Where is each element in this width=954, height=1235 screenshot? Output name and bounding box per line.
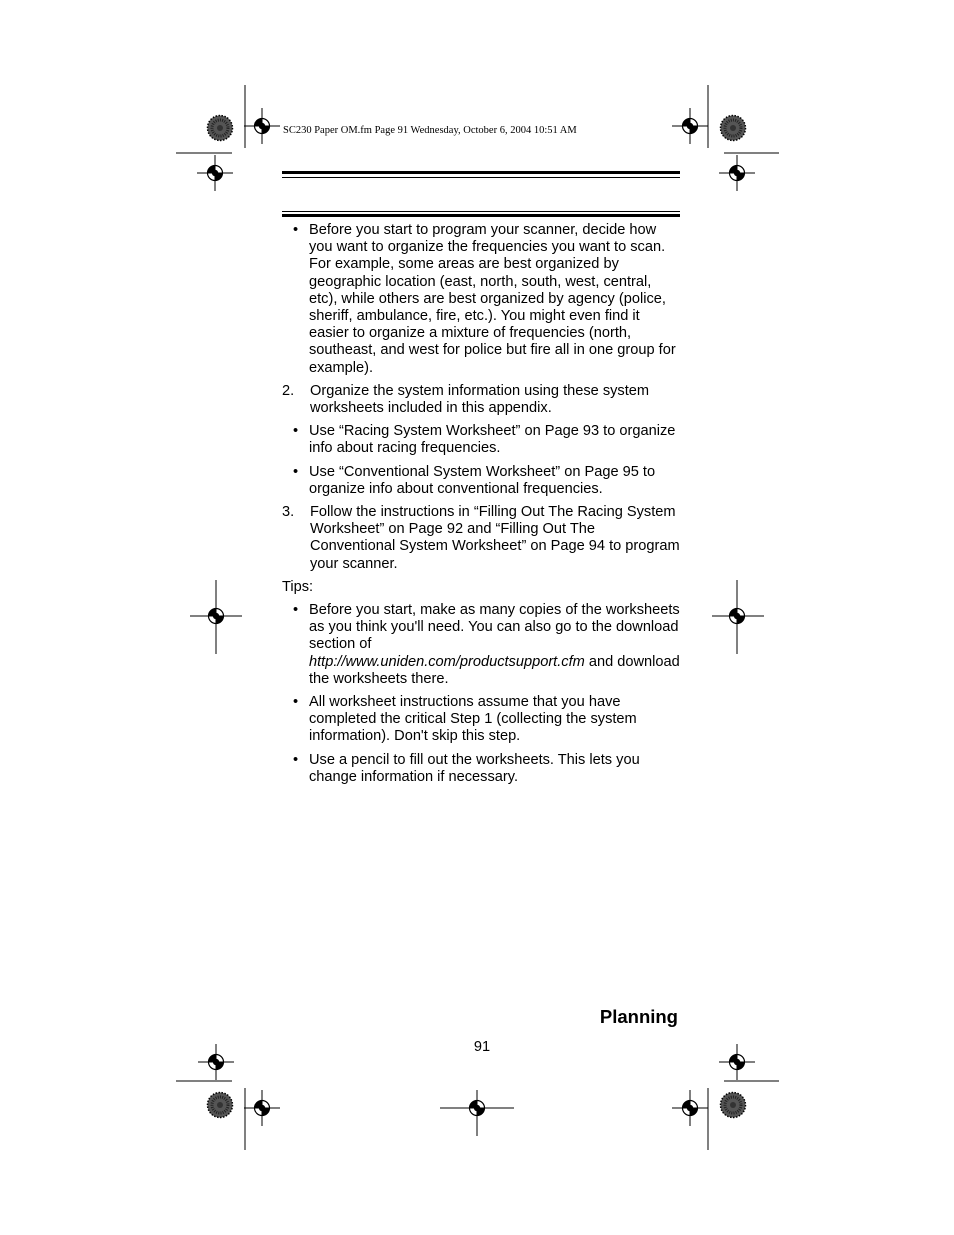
star-target-icon [721,116,746,141]
tip-text [309,602,682,688]
crosshair-icon [197,155,233,191]
numbered-step [282,504,682,573]
top-rule-thick [282,171,680,174]
section-rule-thin [282,211,680,212]
file-info-header: SC230 Paper OM.fm Page 91 Wednesday, October 6, 2004 10:51 AM [283,125,577,136]
bullet-marker: • [293,694,299,711]
star-target-icon [208,116,233,141]
bullet-marker: • [293,423,299,440]
list-item-text: Before you start to program your scanner, decide how you want to organize the frequencies you want to scan. For example, some areas are best organized by geographic location (east, north, south, west, central, etc), while others are best organized by agency (police, sheriff, ambulance, fire, etc.). You might even find it easier to organize a mixture of frequencies (north, southeast, and west for police but fire all in one group for example). [309,222,676,376]
crosshair-icon [672,1090,708,1126]
tip-item [282,694,682,746]
star-target-icon [208,1093,233,1118]
list-item [282,464,682,498]
tip-text-after: and download the worksheets there. [309,653,680,687]
tip-item [282,752,682,786]
step-number: 2. [282,382,295,399]
numbered-step [282,383,682,417]
top-rule-thin [282,177,680,178]
support-url-link[interactable]: http://www.uniden.com/productsupport.cfm [309,653,585,670]
list-item [282,423,682,457]
crosshair-icon [244,1090,280,1126]
bullet-marker: • [293,602,299,619]
section-title: Planning [599,1006,678,1027]
crosshair-icon [719,1044,755,1080]
crosshair-icon [719,155,755,191]
section-rule-thick [282,214,680,217]
list-item-text: Use “Conventional System Worksheet” on Page 95 to organize info about conventional frequencies. [309,463,656,497]
step-number: 3. [282,504,295,521]
bullet-marker: • [293,463,299,480]
main-content [282,222,682,792]
step-text: Follow the instructions in “Filling Out The Racing System Worksheet” on Page 92 and “Filling Out The Conventional System Worksheet” on Page 94 to program your scanner. [310,504,680,572]
crosshair-icon [244,108,280,144]
bullet-marker: • [293,751,299,768]
crosshair-icon [198,1044,234,1080]
crosshair-icon [672,108,708,144]
tip-item [282,602,682,688]
tips-label: Tips: [282,578,314,595]
tip-text: All worksheet instructions assume that you have completed the critical Step 1 (collecting the system information). Don't skip this step. [309,694,637,745]
bullet-marker: • [293,222,299,238]
list-item [282,222,682,377]
star-target-icon [721,1093,746,1118]
page-number: 91 [473,1039,491,1055]
tip-text: Use a pencil to fill out the worksheets. This lets you change information if necessary. [309,751,640,785]
list-item-text: Use “Racing System Worksheet” on Page 93 to organize info about racing frequencies. [309,423,676,457]
tip-text-before: Before you start, make as many copies of the worksheets as you think you'll need. You can also go to the download section of [309,602,680,653]
step-text: Organize the system information using these system worksheets included in this appendix. [310,382,650,417]
